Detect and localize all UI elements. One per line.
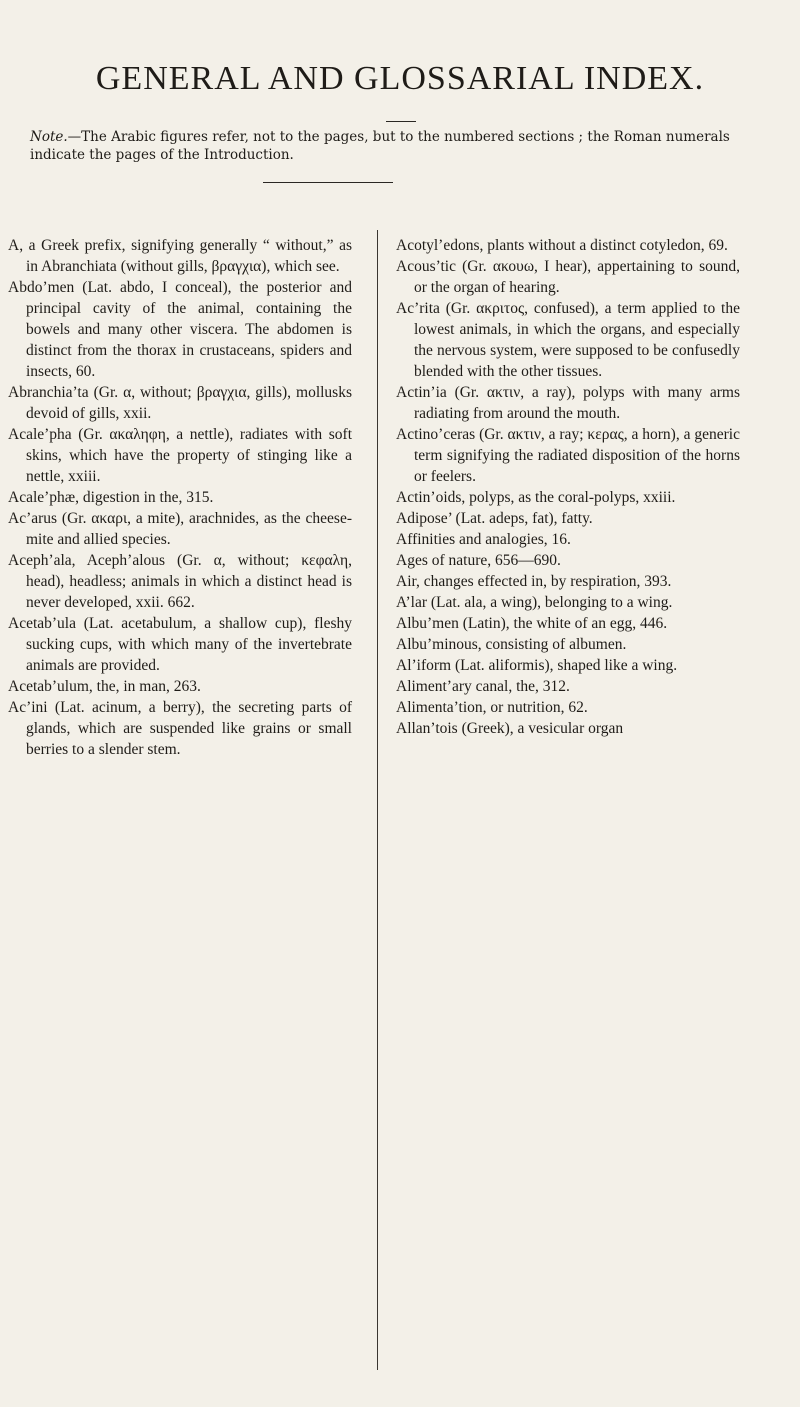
column-divider (377, 230, 378, 1370)
left-column (8, 235, 352, 760)
index-entry: Actin’oids, polyps, as the coral-polyps, xxiii. (396, 489, 676, 506)
index-entry: Alimenta’tion, or nutrition, 62. (396, 699, 588, 716)
index-entry: Ac’arus (Gr. ακαρι, a mite), arachnides, as the cheese-mite and allied species. (8, 510, 352, 548)
introductory-note (30, 128, 780, 164)
index-entry: Ac’rita (Gr. ακριτος, confused), a term applied to the lowest animals, in which the organs, and especially the nervous system, were supposed to be confusedly blended with the other tissues. (396, 300, 740, 380)
index-entry: Albu’minous, consisting of albumen. (396, 636, 627, 653)
index-entry: Actin’ia (Gr. ακτιν, a ray), polyps with many arms radiating from around the mouth. (396, 384, 740, 422)
right-column (396, 235, 740, 739)
index-entry: Acetab’ulum, the, in man, 263. (8, 678, 201, 695)
index-entry: Ages of nature, 656—690. (396, 552, 561, 569)
page-title: GENERAL AND GLOSSARIAL INDEX. (95, 60, 705, 97)
title-rule (386, 121, 416, 122)
index-entry: Abranchia’ta (Gr. α, without; βραγχια, gills), mollusks devoid of gills, xxii. (8, 384, 352, 422)
index-entry: Acale’pha (Gr. ακαληφη, a nettle), radiates with soft skins, which have the property of stinging like a nettle, xxiii. (8, 426, 352, 485)
index-entry: Acotyl’edons, plants without a distinct cotyledon, 69. (396, 237, 728, 254)
note-rule (263, 182, 393, 183)
index-entry: Abdo’men (Lat. abdo, I conceal), the posterior and principal cavity of the animal, containing the bowels and many other viscera. The abdomen is distinct from the thorax in crustaceans, spiders and insects, 60. (8, 279, 352, 380)
index-entry: Actino’ceras (Gr. ακτιν, a ray; κερας, a horn), a generic term signifying the radiated disposition of the horns or feelers. (396, 426, 740, 485)
index-entry: Aceph’ala, Aceph’alous (Gr. α, without; κεφαλη, head), headless; animals in which a distinct head is never developed, xxii. 662. (8, 552, 352, 611)
note-label: Note. (30, 129, 68, 145)
index-entry: Acetab’ula (Lat. acetabulum, a shallow cup), fleshy sucking cups, with which many of the invertebrate animals are provided. (8, 615, 352, 674)
index-entry: Albu’men (Latin), the white of an egg, 446. (396, 615, 668, 632)
index-entry: Acous’tic (Gr. ακουω, I hear), appertaining to sound, or the organ of hearing. (396, 258, 740, 296)
index-entry: Al’iform (Lat. aliformis), shaped like a wing. (396, 657, 678, 674)
index-entry: Air, changes effected in, by respiration, 393. (396, 573, 672, 590)
note-text: —The Arabic figures refer, not to the pages, but to the numbered sections ; the Roman numerals indicate the pages of the Introduction. (30, 129, 730, 163)
index-entry: Adipose’ (Lat. adeps, fat), fatty. (396, 510, 593, 527)
index-entry: Allan’tois (Greek), a vesicular organ (396, 720, 624, 737)
index-entry: Aliment’ary canal, the, 312. (396, 678, 570, 695)
index-entry: Affinities and analogies, 16. (396, 531, 571, 548)
index-entry: A’lar (Lat. ala, a wing), belonging to a wing. (396, 594, 673, 611)
index-entry: Acale’phæ, digestion in the, 315. (8, 489, 214, 506)
index-entry: A, a Greek prefix, signifying generally “ without,” as in Abranchiata (without gills, βραγχια), which see. (8, 237, 352, 275)
index-entry: Ac’ini (Lat. acinum, a berry), the secreting parts of glands, which are suspended like grains or small berries to a slender stem. (8, 699, 352, 758)
